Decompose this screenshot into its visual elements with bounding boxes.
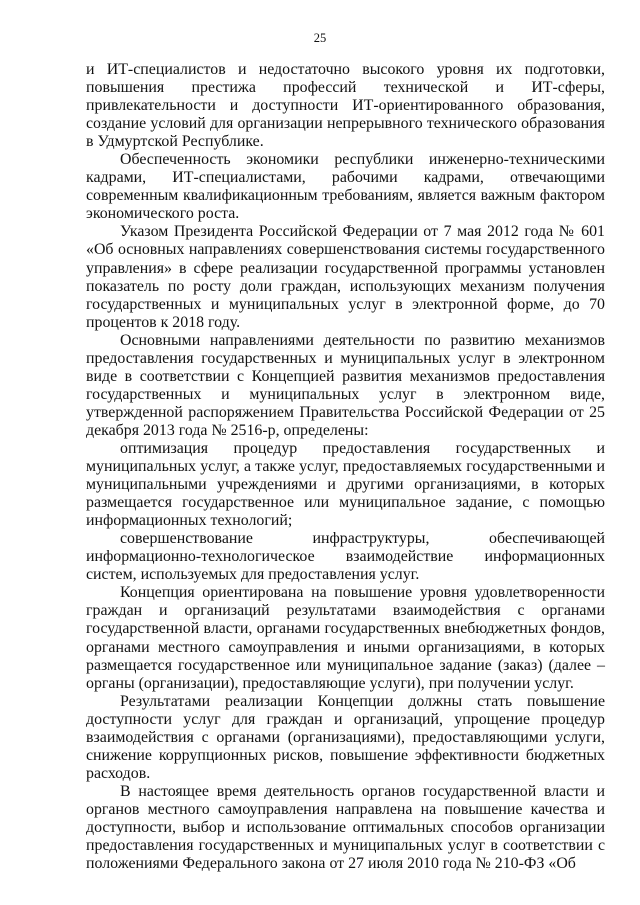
document-body xyxy=(86,61,605,873)
paragraph-concept-focus: Концепция ориентирована на повышение уровня удовлетворенности граждан и организаций результатами взаимодействия с органами государственной власти, органами государственных внебюджетных фондов, органами местного самоуправления и иными организациями, в которых размещается государственное или муниципальное задание (заказ) (далее – органы (организации), предоставляющие услуги), при получении услуг. xyxy=(86,584,605,692)
paragraph-infrastructure-item: совершенствование инфраструктуры, обеспечивающей информационно-технологическое взаимодействие информационных систем, используемых для предоставления услуг. xyxy=(86,530,605,584)
paragraph-optimization-item: оптимизация процедур предоставления государственных и муниципальных услуг, а также услуг, предоставляемых государственными и муниципальными учреждениями и другими организациями, в которых размещается государственное или муниципальное задание, с помощью информационных технологий; xyxy=(86,439,605,530)
paragraph-continuation: и ИТ-специалистов и недостаточно высокого уровня их подготовки, повышения престижа профессий технической и ИТ-сферы, привлекательности и доступности ИТ-ориентированного образования, создание условий для организации непрерывного технического образования в Удмуртской Республике. xyxy=(86,61,605,151)
paragraph-presidential-decree: Указом Президента Российской Федерации от 7 мая 2012 года № 601 «Об основных направлениях совершенствования системы государственного управления» в сфере реализации государственной программы установлен показатель по росту доли граждан, использующих механизм получения государственных и муниципальных услуг в электронной форме, до 70 процентов к 2018 году. xyxy=(86,223,605,331)
paragraph-staffing: Обеспеченность экономики республики инженерно-техническими кадрами, ИТ-специалистами, рабочими кадрами, отвечающими современным квалификационным требованиям, является важным фактором экономического роста. xyxy=(86,151,605,223)
page-number: 25 xyxy=(313,31,327,45)
paragraph-main-directions: Основными направлениями деятельности по развитию механизмов предоставления государственных и муниципальных услуг в электронном виде в соответствии с Концепцией развития механизмов предоставления государственных и муниципальных услуг в электронном виде, утвержденной распоряжением Правительства Российской Федерации от 25 декабря 2013 года № 2516-р, определены: xyxy=(86,331,605,439)
paragraph-current-activity: В настоящее время деятельность органов государственной власти и органов местного самоуправления направлена на повышение качества и доступности, выбор и использование оптимальных способов организации предоставления государственных и муниципальных услуг в соответствии с положениями Федерального закона от 27 июля 2010 года № 210-ФЗ «Об xyxy=(86,782,605,873)
paragraph-concept-results: Результатами реализации Концепции должны стать повышение доступности услуг для граждан и организаций, упрощение процедур взаимодействия с органами (организациями), предоставляющими услуги, снижение коррупционных рисков, повышение эффективности бюджетных расходов. xyxy=(86,692,605,782)
